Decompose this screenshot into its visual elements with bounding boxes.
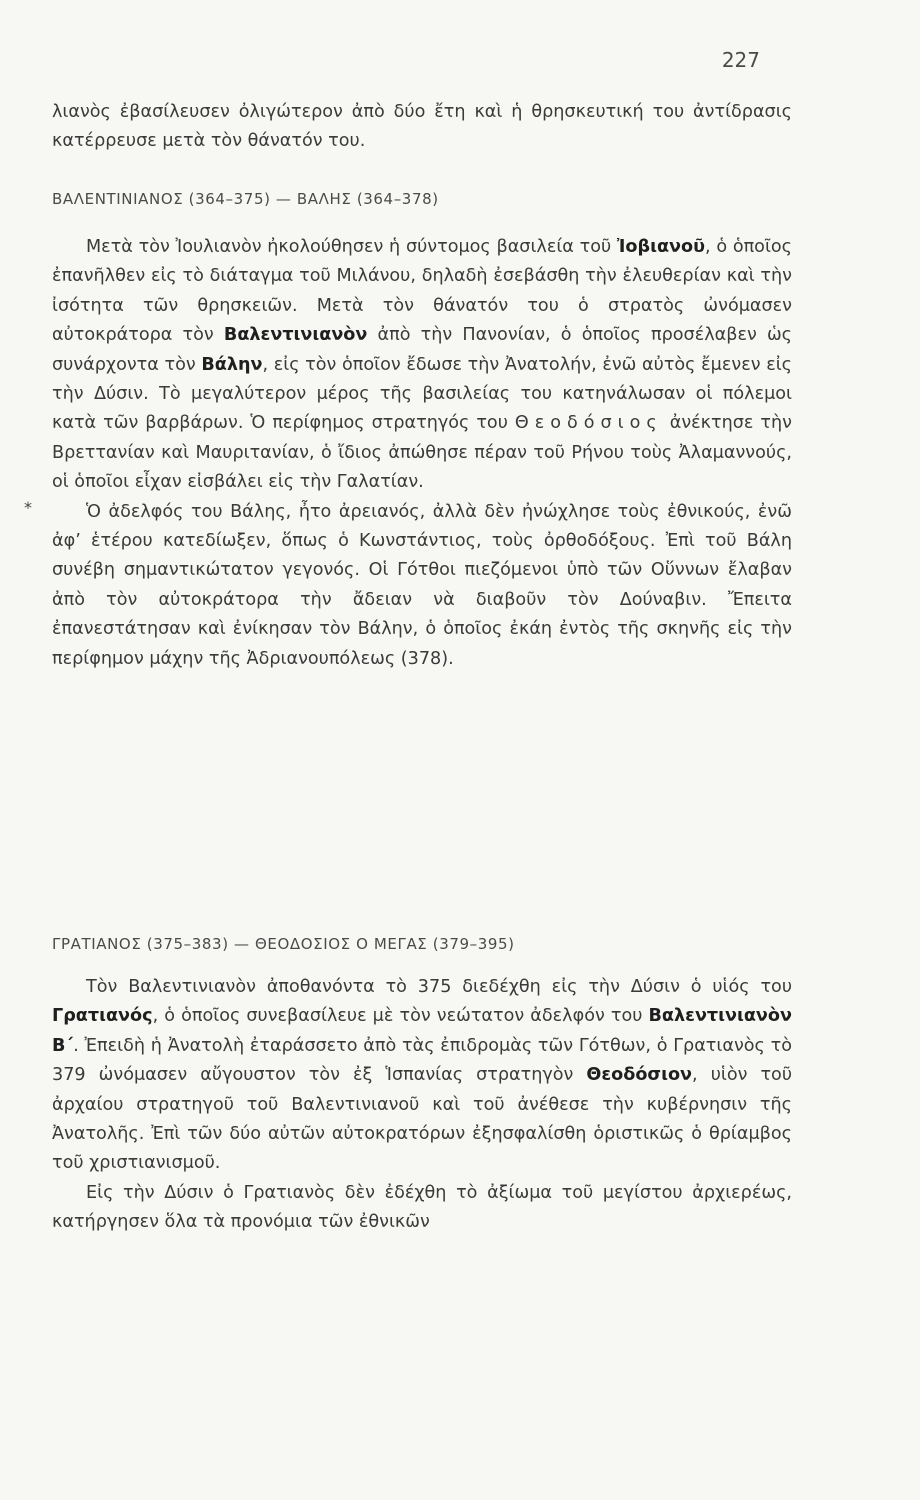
bold-name: Θεοδόσιον <box>586 1065 693 1086</box>
paragraph: Εἰς τὴν Δύσιν ὁ Γρατιανὸς δὲν ἐδέχθη τὸ ἀξίωμα τοῦ μεγίστου ἀρχιερέως, κατήργησεν ὅλα τὰ προνόμια τῶν ἐθνικῶν <box>52 1182 792 1233</box>
section-body-gratian <box>52 973 792 1238</box>
margin-mark: * <box>24 498 32 517</box>
bold-name: Βάλην <box>201 354 263 375</box>
section-heading-gratian: ΓΡΑΤΙΑΝΟΣ (375–383) — ΘΕΟΔΟΣΙΟΣ Ο ΜΕΓΑΣ (379–395) <box>52 935 515 953</box>
bold-name: Βαλεντινιανὸν <box>223 325 368 346</box>
paragraph: Τὸν Βαλεντινιανὸν ἀποθανόντα τὸ 375 διεδέχθη εἰς τὴν Δύσιν ὁ υἱός του Γρατιανός, ὁ ὁποῖος συνεβασίλευε μὲ τὸν νεώτατον ἀδελφόν του Βαλεντινιανὸν Β΄. Ἐπειδὴ ἡ Ἀνατολὴ ἐταράσσετο ἀπὸ τὰς ἐπιδρομὰς τῶν Γότθων, ὁ Γρατιανὸς τὸ 379 ὠνόμασεν αὔγουστον τὸν ἐξ Ἱσπανίας στρατηγὸν Θεοδόσιον, υἱὸν τοῦ ἀρχαίου στρατηγοῦ τοῦ Βαλεντινιανοῦ καὶ τοῦ ἀνέθεσε τὴν κυβέρνησιν τῆς Ἀνατολῆς. Ἐπὶ τῶν δύο αὐτῶν αὐτοκρατόρων ἐξησφαλίσθη ὁριστικῶς ὁ θρίαμβος τοῦ χριστιανισμοῦ. <box>52 977 793 1174</box>
section-heading-valentinian: ΒΑΛΕΝΤΙΝΙΑΝΟΣ (364–375) — ΒΑΛΗΣ (364–378) <box>52 190 439 208</box>
section-body-valentinian <box>52 233 792 674</box>
bold-name: Ἰοβιανοῦ <box>616 237 705 257</box>
intro-paragraph <box>52 98 792 157</box>
page-number: 227 <box>721 48 760 72</box>
paragraph: Ὁ ἀδελφός του Βάλης, ἦτο ἀρειανός, ἀλλὰ δὲν ἠνώχλησε τοὺς ἐθνικούς, ἐνῶ ἀφ’ ἑτέρου κατεδίωξεν, ὅπως ὁ Κωνστάντιος, τοὺς ὀρθοδόξους. Ἐπὶ τοῦ Βάλη συνέβη σημαντικώτατον γεγονός. Οἱ Γότθοι πιεζόμενοι ὑπὸ τῶν Οὕννων ἔλαβαν ἀπὸ τὸν αὐτοκράτορα τὴν ἄδειαν νὰ διαβοῦν τὸν Δούναβιν. Ἔπειτα ἐπανεστάτησαν καὶ ἐνίκησαν τὸν Βάλην, ὁ ὁποῖος ἐκάη ἐντὸς τῆς σκηνῆς εἰς τὴν περίφημον μάχην τῆς Ἀδριανουπόλεως (378). <box>52 501 792 669</box>
paragraph: Μετὰ τὸν Ἰουλιανὸν ἠκολούθησεν ἡ σύντομος βασιλεία τοῦ Ἰοβιανοῦ, ὁ ὁποῖος ἐπανῆλθεν εἰς τὸ διάταγμα τοῦ Μιλάνου, δηλαδὴ ἐσεβάσθη τὴν ἐλευθερίαν καὶ τὴν ἰσότητα τῶν θρησκειῶν. Μετὰ τὸν θάνατόν του ὁ στρατὸς ὠνόμασεν αὐτοκράτορα τὸν Βαλεντινιανὸν ἀπὸ τὴν Πανονίαν, ὁ ὁποῖος προσέλαβεν ὡς συνάρχοντα τὸν Βάλην, εἰς τὸν ὁποῖον ἔδωσε τὴν Ἀνατολήν, ἐνῶ αὐτὸς ἔμενεν εἰς τὴν Δύσιν. Τὸ μεγαλύτερον μέρος τῆς βασιλείας του κατηνάλωσαν οἱ πόλεμοι κατὰ τῶν βαρβάρων. Ὁ περίφημος στρατηγός του Θεοδόσιος ἀνέκτησε τὴν Βρεττανίαν καὶ Μαυριτανίαν, ὁ ἴδιος ἀπώθησε πέραν τοῦ Ρήνου τοὺς Ἀλαμαννούς, οἱ ὁποῖοι εἶχαν εἰσβάλει εἰς τὴν Γαλατίαν. <box>52 237 793 493</box>
spaced-name: Θεοδόσιος <box>514 413 663 434</box>
bold-name: Γρατιανός <box>52 1006 153 1027</box>
bold-name: Βαλεντινιανὸν Β΄ <box>52 1006 792 1056</box>
intro-text: λιανὸς ἐβασίλευσεν ὀλιγώτερον ἀπὸ δύο ἔτη καὶ ἡ θρησκευτική του ἀντίδρασις κατέρρευσε μετὰ τὸν θάνατόν του. <box>52 102 792 152</box>
